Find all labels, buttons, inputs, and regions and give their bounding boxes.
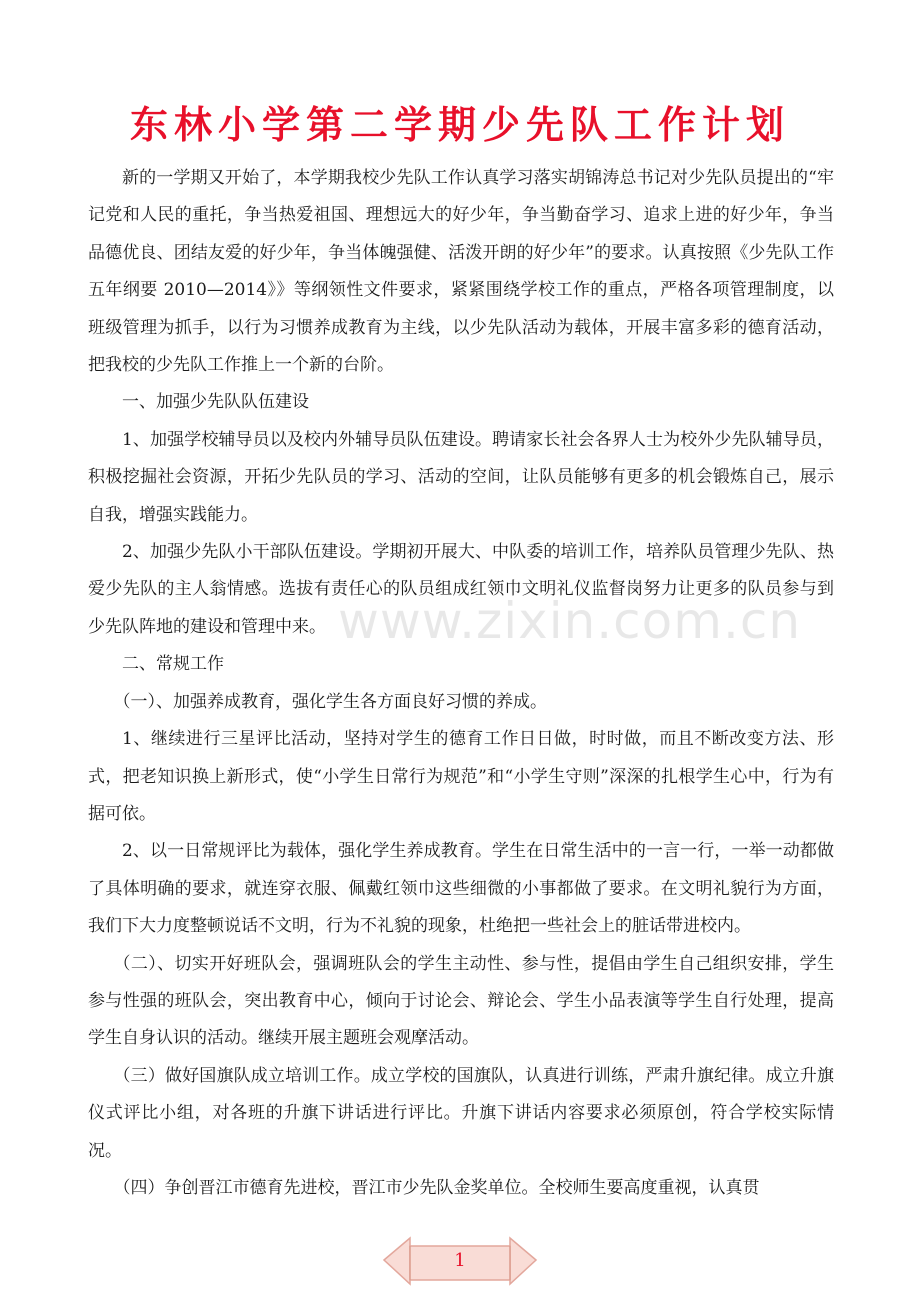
section-heading-1: 一、加强少先队队伍建设 <box>122 392 309 413</box>
paragraph: 1、继续进行三星评比活动，坚持对学生的德育工作日日做，时时做，而且不断改变方法、形式，把老知识换上新形式，使“小学生日常行为规范”和“小学生守则”深深的扎根学生心中，行为有据可依。 <box>88 729 834 824</box>
section-heading-2: 二、常规工作 <box>122 654 224 675</box>
paragraph: 1、加强学校辅导员以及校内外辅导员队伍建设。聘请家长社会各界人士为校外少先队辅导员，积极挖掘社会资源，开拓少先队员的学习、活动的空间，让队员能够有更多的机会锻炼自己，展示自我，增强实践能力。 <box>88 429 834 525</box>
subsection-heading: （一）、加强养成教育，强化学生各方面良好习惯的养成。 <box>113 691 547 712</box>
watermark: www.zixin.com.cn <box>338 592 802 650</box>
paragraph: 2、以一日常规评比为载体，强化学生养成教育。学生在日常生活中的一言一行，一举一动都做了具体明确的要求，就连穿衣服、佩戴红领巾这些细微的小事都做了要求。在文明礼貌行为方面，我们下大力度整顿说话不文明，行为不礼貌的现象，杜绝把一些社会上的脏话带进校内。 <box>88 841 834 937</box>
document-title: 东林小学第二学期少先队工作计划 <box>129 102 790 147</box>
page-number: 1 <box>454 1250 466 1271</box>
paragraph: 2、加强少先队小干部队伍建设。学期初开展大、中队委的培训工作，培养队员管理少先队、热爱少先队的主人翁情感。选拔有责任心的队员组成红领巾文明礼仪监督岗努力让更多的队员参与到少先队阵地的建设和管理中来。 <box>88 542 834 637</box>
paragraph: （二）、切实开好班队会，强调班队会的学生主动性、参与性，提倡由学生自己组织安排，学生参与性强的班队会，突出教育中心，倾向于讨论会、辩论会、学生小品表演等学生自行处理，提高学生自身认识的活动。继续开展主题班会观摩活动。 <box>88 953 834 1049</box>
paragraph-intro: 新的一学期又开始了，本学期我校少先队工作认真学习落实胡锦涛总书记对少先队员提出的“牢记党和人民的重托，争当热爱祖国、理想远大的好少年，争当勤奋学习、追求上进的好少年，争当品德优良、团结友爱的好少年，争当体魄强健、活泼开朗的好少年”的要求。认真按照《少先队工作五年纲要 2010—2014》》等纲领性文件要求，紧紧围绕学校工作的重点，严格各项管理制度，以班级管理为抓手，以行为习惯养成教育为主线，以少先队活动为载体，开展丰富多彩的德育活动，把我校的少先队工作推上一个新的台阶。 <box>88 168 834 376</box>
paragraph: （三）做好国旗队成立培训工作。成立学校的国旗队，认真进行训练，严肃升旗纪律。成立升旗仪式评比小组，对各班的升旗下讲话进行评比。升旗下讲话内容要求必须原创，符合学校实际情况。 <box>88 1065 834 1161</box>
document-body <box>88 160 834 1207</box>
paragraph: （四）争创晋江市德育先进校，晋江市少先队金奖单位。全校师生要高度重视，认真贯 <box>113 1177 760 1198</box>
